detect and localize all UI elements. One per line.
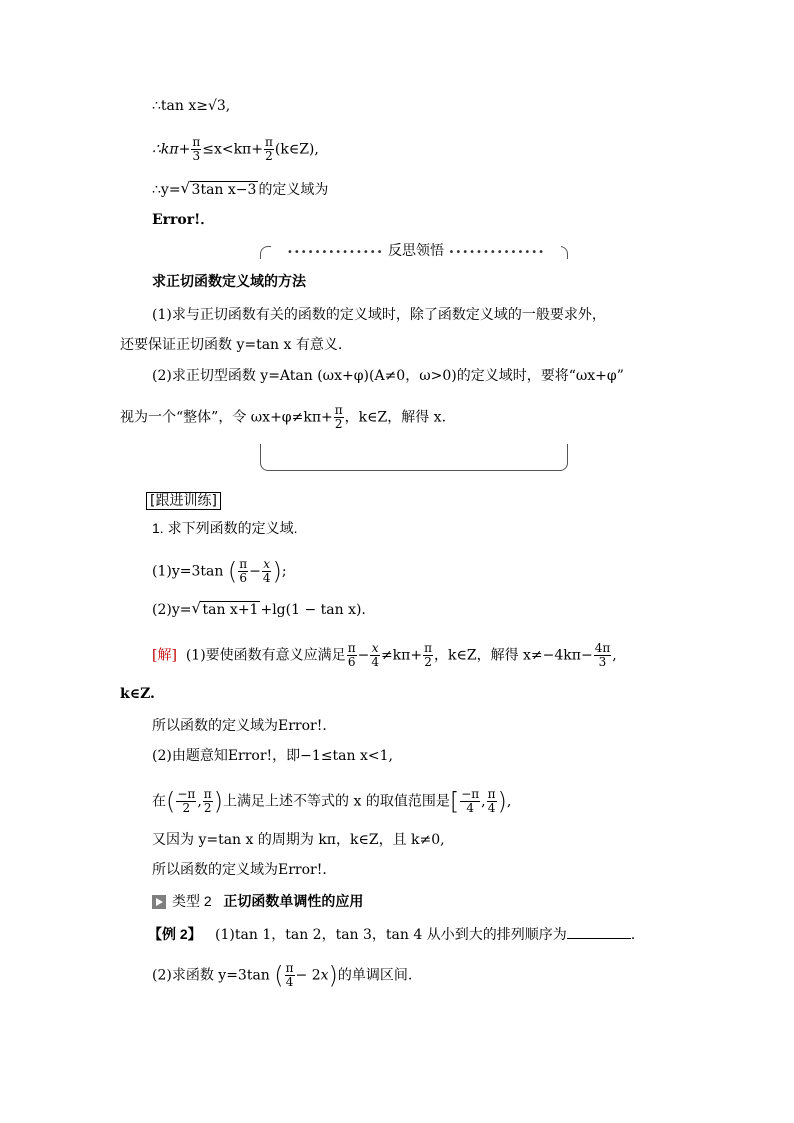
answer-blank — [567, 924, 631, 939]
example-2-line-1: 【例 2】 (1)tan 1，tan 2，tan 3，tan 4 从小到大的排列顺序为 . — [148, 926, 636, 943]
example-2-line-2: (2)求函数 y=3tan ( $\frac{\pi}{4}$ − 2x)的单调区间. — [152, 961, 413, 990]
solution-line-6: 所以函数的定义域为Error!． — [152, 862, 337, 878]
reflection-p2b: 视为一个“整体”，令 ωx+φ≠kπ+ $\frac{\pi}{2}$ ，k∈Z，解得 x. — [120, 403, 447, 431]
play-triangle-icon — [152, 895, 166, 909]
reflection-heading: •••••••••••••• 反思领悟 •••••••••••••• — [271, 240, 561, 260]
fraction-pi-over-2: $\frac{\pi}{2}$ — [265, 135, 273, 163]
line-error: Error!． — [152, 212, 215, 228]
training-question: 1. 求下列函数的定义域. — [152, 520, 298, 536]
fraction-pi-over-2: $\frac{\pi}{2}$ — [334, 403, 343, 431]
reflection-p2a: (2)求正切型函数 y=Atan (ωx+φ)(A≠0，ω>0)的定义域时，要将“ωx+φ” — [152, 368, 624, 384]
solution-line-1: [解] (1)要使函数有意义应满足 $\frac{\pi}{6}$ − $\frac{x}{4}$ ≠kπ+ $\frac{\pi}{2}$ ，k∈Z，解得 x≠−4kπ− $\frac{4\pi}{3}$ , — [152, 641, 617, 669]
solution-line-1b: k∈Z. — [120, 686, 155, 702]
line-k-interval: ∴kπ+ $\frac{\pi}{3}$ ≤x<kπ+ $\frac{\pi}{2}$ (k∈Z), — [152, 135, 319, 163]
reflection-title: 求正切函数定义域的方法 — [152, 274, 306, 290]
solution-line-3: (2)由题意知Error!，即−1≤tan x<1, — [152, 748, 393, 764]
reflection-p1b: 还要保证正切函数 y=tan x 有意义. — [120, 337, 343, 353]
type2-header: 类型 2 正切函数单调性的应用 — [152, 891, 363, 911]
training-q1: (1)y=3tan ( $\frac{\pi}{6}$ − $\frac{x}{4}$ ); — [152, 557, 287, 586]
sqrt-expression: √ 3tan x−3 — [180, 179, 257, 198]
reflection-p1a: (1)求与正切函数有关的函数的定义域时，除了函数定义域的一般要求外， — [152, 307, 606, 323]
line-tan-ge-sqrt3: ∴tan x≥√3, — [152, 98, 231, 114]
reflection-box-bottom — [260, 444, 568, 471]
solution-line-4: 在( $\frac{-\pi}{2}$ , $\frac{\pi}{2}$ )上满足上述不等式的 x 的取值范围是[ $\frac{-\pi}{4}$ , $\frac{\pi}{4}$ ), — [152, 787, 512, 816]
solution-tag: [解] — [152, 647, 177, 664]
training-q2: (2)y= √ tan x+1 +lg(1 − tan x). — [152, 599, 366, 618]
fraction-pi-over-3: $\frac{\pi}{3}$ — [192, 135, 201, 163]
solution-line-2: 所以函数的定义域为Error!． — [152, 718, 337, 734]
solution-line-5: 又因为 y=tan x 的周期为 kπ，k∈Z，且 k≠0, — [152, 832, 445, 848]
training-label: [跟进训练] — [146, 491, 221, 511]
line-domain-of-y: ∴y= √ 3tan x−3 的定义域为 — [152, 179, 329, 198]
